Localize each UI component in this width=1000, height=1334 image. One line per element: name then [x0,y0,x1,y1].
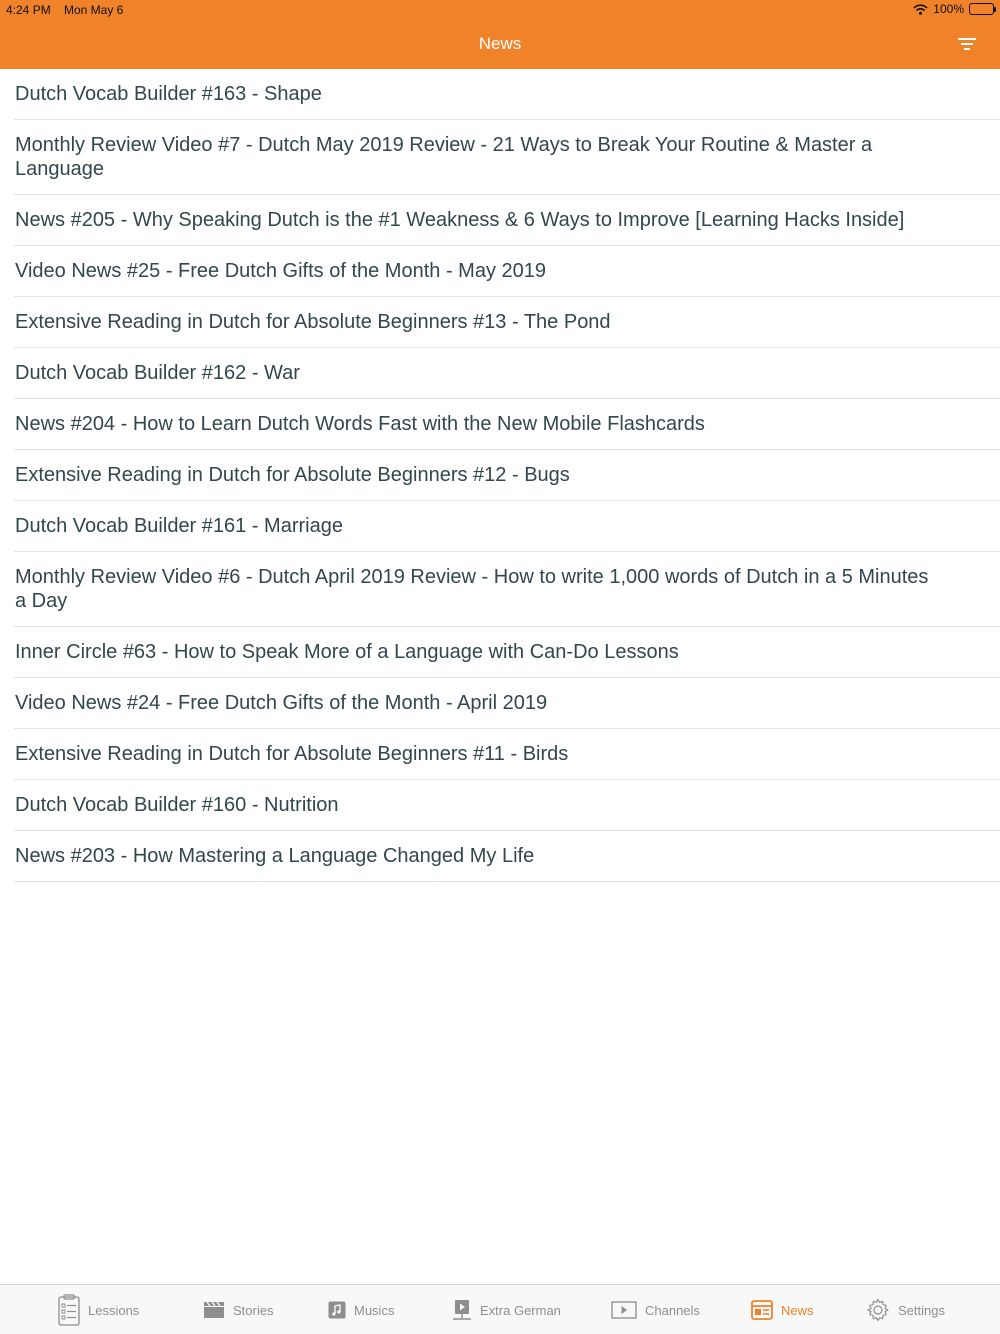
music-note-icon [328,1301,346,1319]
battery-percent: 100% [933,2,964,16]
status-date: Mon May 6 [64,3,124,17]
tab-label: Extra German [480,1302,561,1318]
tab-label: News [781,1302,814,1318]
tab-musics[interactable] [328,1294,394,1326]
tab-news[interactable] [751,1294,814,1326]
tab-bar [0,1284,1000,1334]
news-item[interactable]: Dutch Vocab Builder #161 - Marriage [14,501,1000,552]
status-time: 4:24 PM [6,3,51,17]
news-list [0,69,1000,882]
news-item[interactable]: Monthly Review Video #7 - Dutch May 2019 Review - 21 Ways to Break Your Routine & Master a Language [14,120,1000,195]
gear-icon [866,1298,890,1322]
news-item[interactable]: Extensive Reading in Dutch for Absolute Beginners #12 - Bugs [14,450,1000,501]
page-title: News [478,34,522,53]
tab-stories[interactable] [203,1294,273,1326]
news-item[interactable]: News #204 - How to Learn Dutch Words Fast with the New Mobile Flashcards [14,399,1000,450]
news-item[interactable]: Inner Circle #63 - How to Speak More of a Language with Can-Do Lessons [14,627,1000,678]
video-play-icon [611,1301,637,1319]
tab-channels[interactable] [611,1294,700,1326]
wifi-icon [913,4,928,15]
play-screen-icon [452,1299,472,1321]
news-item[interactable]: Dutch Vocab Builder #163 - Shape [14,69,1000,120]
tab-label: Lessions [88,1302,140,1318]
tab-label: Musics [354,1302,395,1318]
news-item[interactable]: Monthly Review Video #6 - Dutch April 2019 Review - How to write 1,000 words of Dutch in a 5 Minutes a Day [14,552,1000,627]
clipboard-list-icon [58,1294,80,1326]
status-indicators [913,2,994,16]
news-item[interactable]: News #203 - How Mastering a Language Changed My Life [14,831,1000,882]
tab-extra-german[interactable] [452,1294,561,1326]
news-item[interactable]: Dutch Vocab Builder #160 - Nutrition [14,780,1000,831]
news-item[interactable]: Extensive Reading in Dutch for Absolute Beginners #11 - Birds [14,729,1000,780]
news-item[interactable]: News #205 - Why Speaking Dutch is the #1 Weakness & 6 Ways to Improve [Learning Hacks Inside] [14,195,1000,246]
tab-label: Settings [898,1302,945,1318]
battery-icon [969,3,994,15]
news-item[interactable]: Video News #24 - Free Dutch Gifts of the Month - April 2019 [14,678,1000,729]
news-item[interactable]: Video News #25 - Free Dutch Gifts of the Month - May 2019 [14,246,1000,297]
nav-bar [0,0,1000,69]
news-item[interactable]: Extensive Reading in Dutch for Absolute Beginners #13 - The Pond [14,297,1000,348]
news-item[interactable]: Dutch Vocab Builder #162 - War [14,348,1000,399]
tab-label: Stories [233,1302,274,1318]
tab-label: Channels [645,1302,700,1318]
tab-lessions[interactable] [58,1294,139,1326]
clapperboard-icon [203,1301,225,1319]
filter-icon[interactable] [956,34,978,54]
tab-settings[interactable] [866,1294,945,1326]
newspaper-icon [751,1300,773,1320]
